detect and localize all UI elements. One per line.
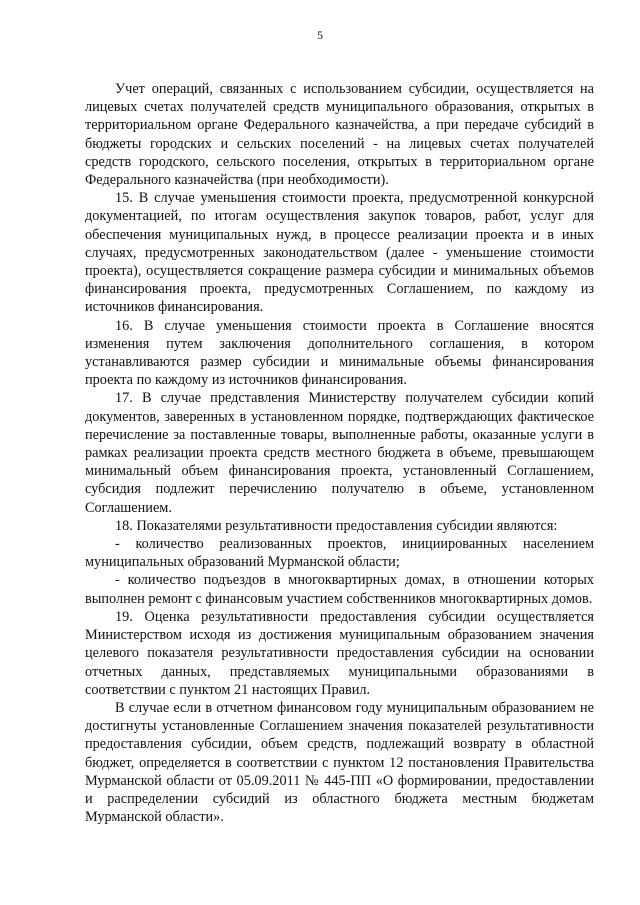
paragraph-16: 16. В случае уменьшения стоимости проекта в Соглашение вносятся изменения путем заключения дополнительного соглашения, в котором устанавливаются размер субсидии и минимальные объемы финансирования проекта по каждому из источников финансирования. [85,317,594,389]
paragraph-accounting: Учет операций, связанных с использованием субсидии, осуществляется на лицевых счетах получателей средств муниципального образования, открытых в территориальном органе Федерального казначейства, а при передаче субсидий в бюджеты городских и сельских поселений - на лицевых счетах получателей средств городского, сельского поселения, открытых в территориальном органе Федерального казначейства (при необходимости). [85,81,594,189]
paragraph-18: 18. Показателями результативности предоставления субсидии являются: [115,517,558,534]
paragraph-17: 17. В случае представления Министерству получателем субсидии копий документов, заверенных в установленном порядке, подтверждающих фактическое перечисление за поставленные товары, выполненные работы, оказанные услуги в рамках реализации проекта средств местного бюджета в объеме, превышающем минимальный объем финансирования проекта, установленный Соглашением, субсидия подлежит перечислению получателю в объеме, установленном Соглашением. [85,390,594,516]
list-item-projects: - количество реализованных проектов, инициированных населением муниципальных образований Мурманской области; [85,536,594,571]
paragraph-refund: В случае если в отчетном финансовом году муниципальным образованием не достигнуты установленные Соглашением значения показателей результативности предоставления субсидии, объем средств, подлежащий возврату в областной бюджет, определяется в соответствии с пунктом 12 постановления Правительства Мурманской области от 05.09.2011 № 445-ПП «О формировании, предоставлении и распределении субсидий из областного бюджета местным бюджетам Мурманской области». [85,699,594,826]
list-item-entrances: - количество подъездов в многоквартирных домах, в отношении которых выполнен ремонт с финансовым участием собственников многоквартирных домов. [85,572,594,607]
paragraph-19: 19. Оценка результативности предоставления субсидии осуществляется Министерством исходя из достижения муниципальным образованием значения целевого показателя результативности предоставления субсидии на основании отчетных данных, представляемых муниципальными образованиями в соответствии с пунктом 21 настоящих Правил. [85,608,594,698]
page-number: 5 [317,28,323,42]
document-body [85,80,594,826]
paragraph-15: 15. В случае уменьшения стоимости проекта, предусмотренной конкурсной документацией, по итогам осуществления закупок товаров, работ, услуг для обеспечения муниципальных нужд, в процессе реализации проекта и в иных случаях, предусмотренных законодательством (далее - уменьшение стоимости проекта), осуществляется сокращение размера субсидии и минимальных объемов финансирования проекта, предусмотренных Соглашением, по каждому из источников финансирования. [85,190,594,316]
